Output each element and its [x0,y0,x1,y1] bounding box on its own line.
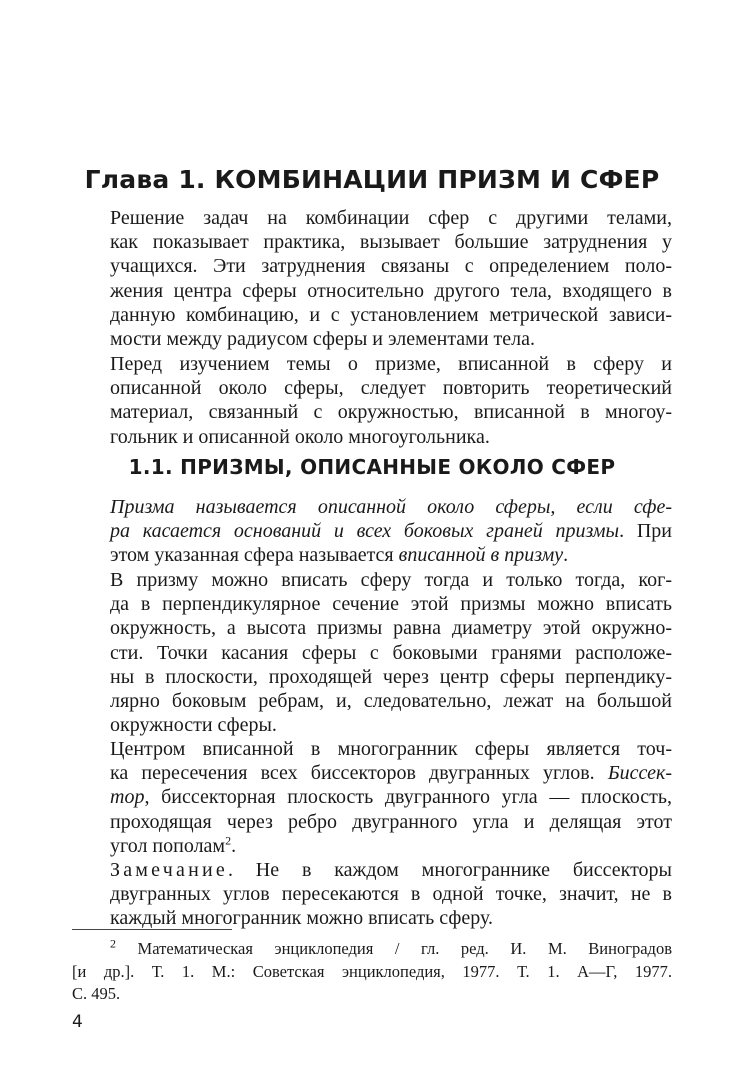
text-segment: , биссекторная плоскость двугранного угла — плоскость, [144,786,672,809]
text-segment: . Не в каждом многограннике биссекторы [227,859,672,881]
text-line: В призму можно вписать сферу тогда и только тогда, ког- [110,569,672,591]
footnote-marker: 2 [110,936,116,951]
section-paragraph-3 [72,737,672,858]
text-line: жения центра сферы относительно другого тела, входящего в [110,279,672,302]
text-line: да в перпендикулярное сечение этой призмы можно вписать [110,593,672,616]
text-line: ны в плоскости, проходящей через центр сферы перпендику- [110,665,672,688]
text-line: окружность, а высота призмы равна диаметру этой окружно- [110,617,672,640]
footnote [72,938,672,1006]
definition-lead: этом указанная сфера называется [110,544,399,567]
section-title: 1.1. ПРИЗМЫ, ОПИСАННЫЕ ОКОЛО СФЕР [128,455,616,479]
term-italic: вписанной в призму [398,544,564,567]
text-line [72,785,672,809]
text-line [72,834,672,858]
text-line: двугранных углов пересекаются в одной точке, значит, не в [110,883,672,906]
text-line: каждый многогранник можно вписать сферу. [110,907,493,930]
text-line: Перед изучением темы о призме, вписанной в сферу и [110,353,672,375]
text-segment: . [231,834,237,857]
footnote-divider [72,929,232,930]
text-line [72,519,672,543]
footnote-reference[interactable]: 2 [225,833,232,848]
text-segment: Математическая энциклопедия / гл. ред. И. М. Виноградов [116,939,672,958]
definition-italic: ра касается оснований и всех боковых граней призмы [110,520,620,543]
text-line: гольник и описанной около многоугольника. [110,425,490,448]
text-line: как показывает практика, вызывает большие затруднения у [110,231,672,254]
text-line: Решение задач на комбинации сфер с другими телами, [110,207,672,229]
text-line: проходящая через ребро двугранного угла и делящая этот [110,810,672,833]
text-line: описанной около сферы, следует повторить теоретический [110,377,672,400]
text-line: сти. Точки касания сферы с боковыми гранями расположе- [110,641,672,664]
definition-end: . [563,544,569,567]
text-line: С. 495. [72,984,121,1003]
remark-label: Замечание [110,859,228,881]
text-line: мости между радиусом сферы и элементами тела. [110,328,536,351]
term-italic: тор [110,786,145,809]
text-segment: ка пересечения всех биссекторов двугранных углов. [110,762,608,785]
intro-paragraph-1 [72,206,672,351]
text-line: [и др.]. Т. 1. М.: Советская энциклопедия, 1977. Т. 1. А—Г, 1977. [72,961,672,981]
text-line: учащихся. Эти затруднения связаны с определением поло- [110,255,672,278]
text-line: Призма называется описанной около сферы, если сфе- [110,496,672,518]
chapter-title: Глава 1. КОМБИНАЦИИ ПРИЗМ И СФЕР [84,165,660,194]
text-line [72,938,672,961]
text-line: материал, связанный с окружностью, вписанной в многоу- [110,401,672,424]
text-line: окружности сферы. [110,714,277,737]
text-line [72,761,672,785]
text-line: лярно боковым ребрам, и, следовательно, лежат на большой [110,690,672,713]
text-line [72,858,672,882]
text-line: Центром вписанной в многогранник сферы является точ- [110,738,672,760]
text-segment: угол пополам [110,834,226,857]
text-line [72,543,672,567]
page-number: 4 [72,1012,83,1032]
intro-paragraph-2 [72,352,672,449]
section-paragraph-2 [72,568,672,737]
term-italic: Биссек- [607,762,672,785]
definition-paragraph [72,495,672,568]
definition-tail: . При [619,520,672,543]
text-line: данную комбинацию, и с установлением метрической зависи- [110,303,672,326]
remark-paragraph [72,858,672,931]
